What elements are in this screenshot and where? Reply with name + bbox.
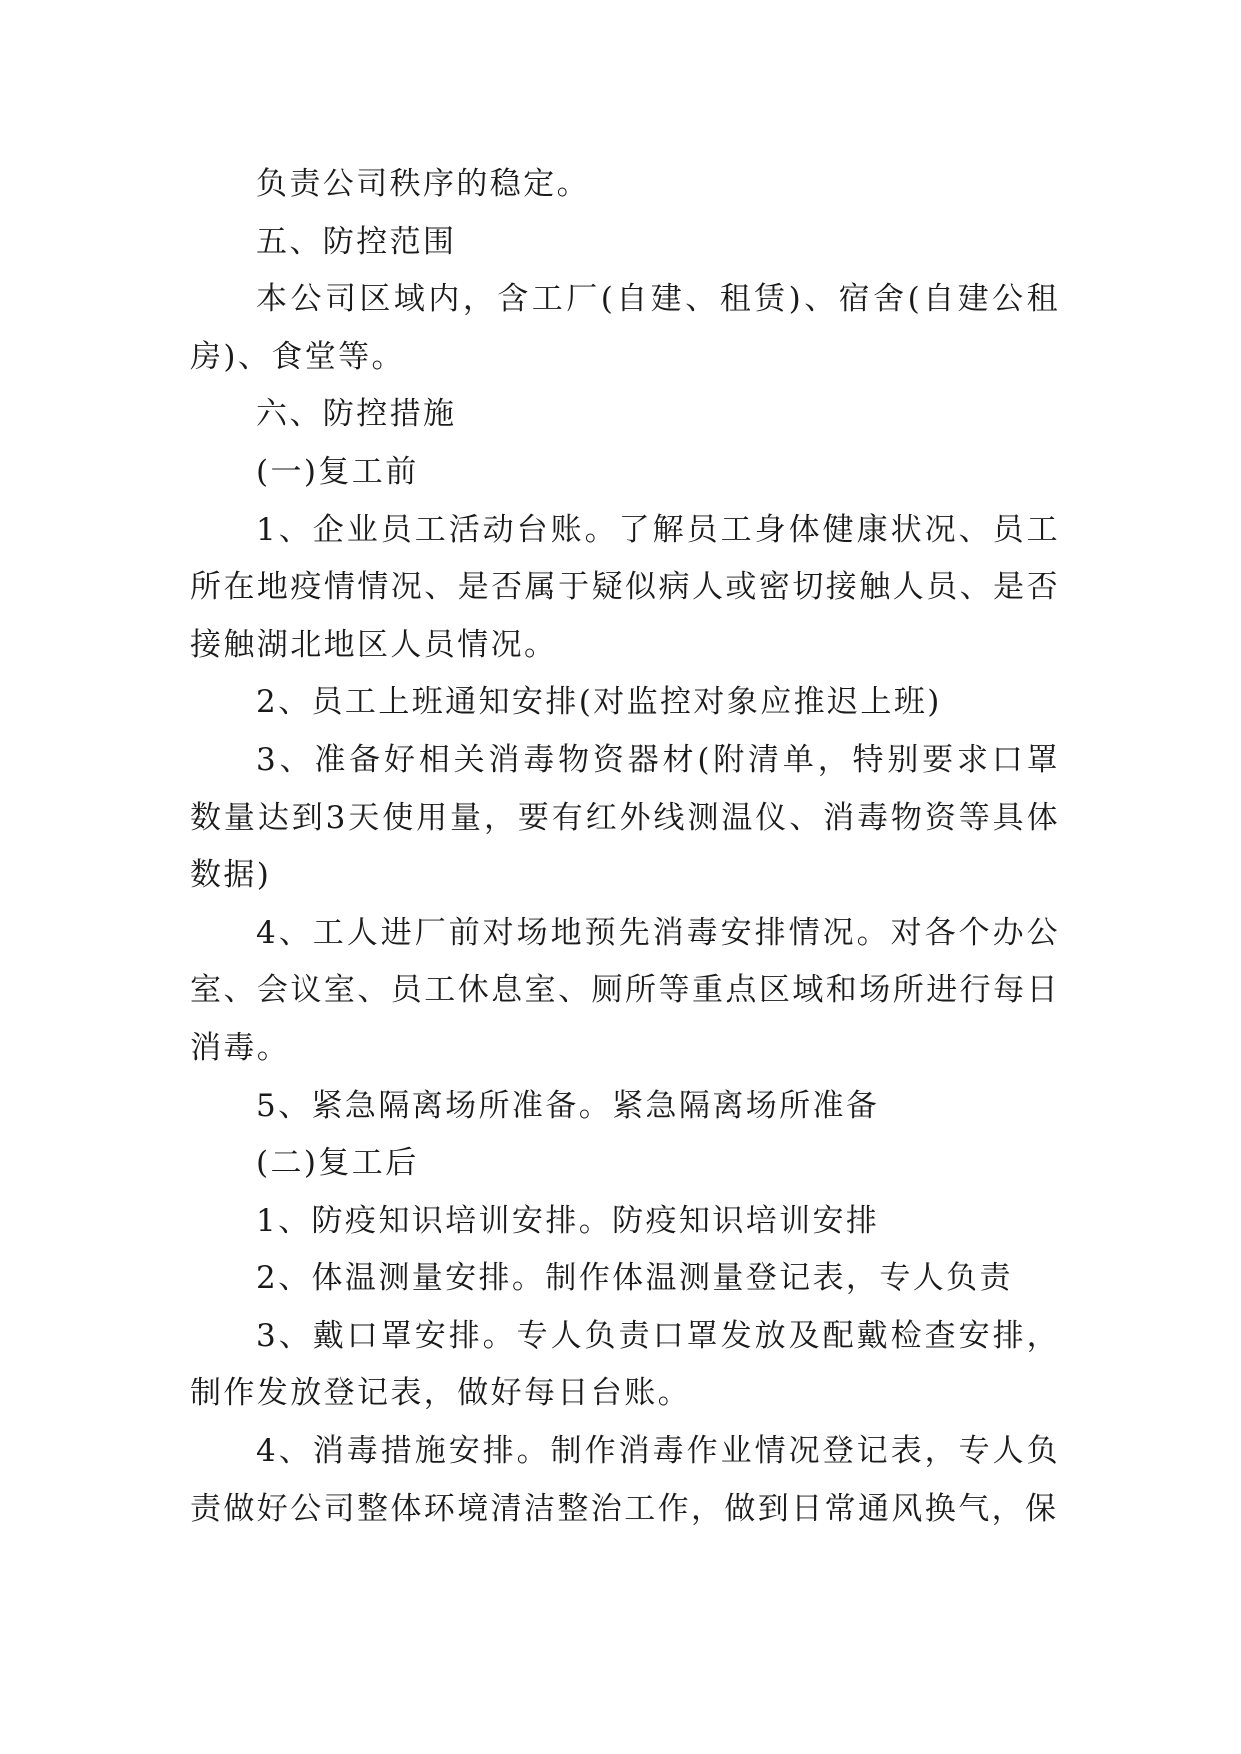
paragraph-scope-detail: 本公司区域内，含工厂(自建、租赁)、宿舍(自建公租房)、食堂等。: [190, 281, 1060, 375]
paragraph-item-4-disinfection: 4、工人进厂前对场地预先消毒安排情况。对各个办公室、会议室、员工休息室、厕所等重点区域和场所进行每日消毒。: [190, 914, 1060, 1066]
paragraph-item-2-notice: 2、员工上班通知安排(对监控对象应推迟上班): [256, 684, 942, 721]
paragraph-after-item-1-training: 1、防疫知识培训安排。防疫知识培训安排: [256, 1202, 880, 1239]
paragraph-item-3-supplies: 3、准备好相关消毒物资器材(附清单，特别要求口罩数量达到3天使用量，要有红外线测温仪、消毒物资等具体数据): [190, 741, 1060, 894]
heading-prevention-scope: 五、防控范围: [256, 223, 457, 260]
subheading-after-resumption: (二)复工后: [256, 1145, 419, 1182]
paragraph-order-stability: 负责公司秩序的稳定。: [256, 166, 590, 202]
subheading-before-resumption: (一)复工前: [256, 453, 419, 490]
heading-prevention-measures: 六、防控措施: [256, 396, 457, 433]
paragraph-after-item-4-disinfection: 4、消毒措施安排。制作消毒作业情况登记表，专人负责做好公司整体环境清洁整治工作，做到日常通风换气，保: [190, 1433, 1060, 1527]
paragraph-item-1-ledger: 1、企业员工活动台账。了解员工身体健康状况、员工所在地疫情情况、是否属于疑似病人或密切接触人员、是否接触湖北地区人员情况。: [190, 511, 1060, 663]
paragraph-after-item-2-temperature: 2、体温测量安排。制作体温测量登记表，专人负责: [256, 1260, 1013, 1297]
paragraph-after-item-3-masks: 3、戴口罩安排。专人负责口罩发放及配戴检查安排，制作发放登记表，做好每日台账。: [190, 1317, 1060, 1412]
document-body: [190, 156, 1060, 1538]
paragraph-item-5-isolation: 5、紧急隔离场所准备。紧急隔离场所准备: [256, 1087, 880, 1124]
